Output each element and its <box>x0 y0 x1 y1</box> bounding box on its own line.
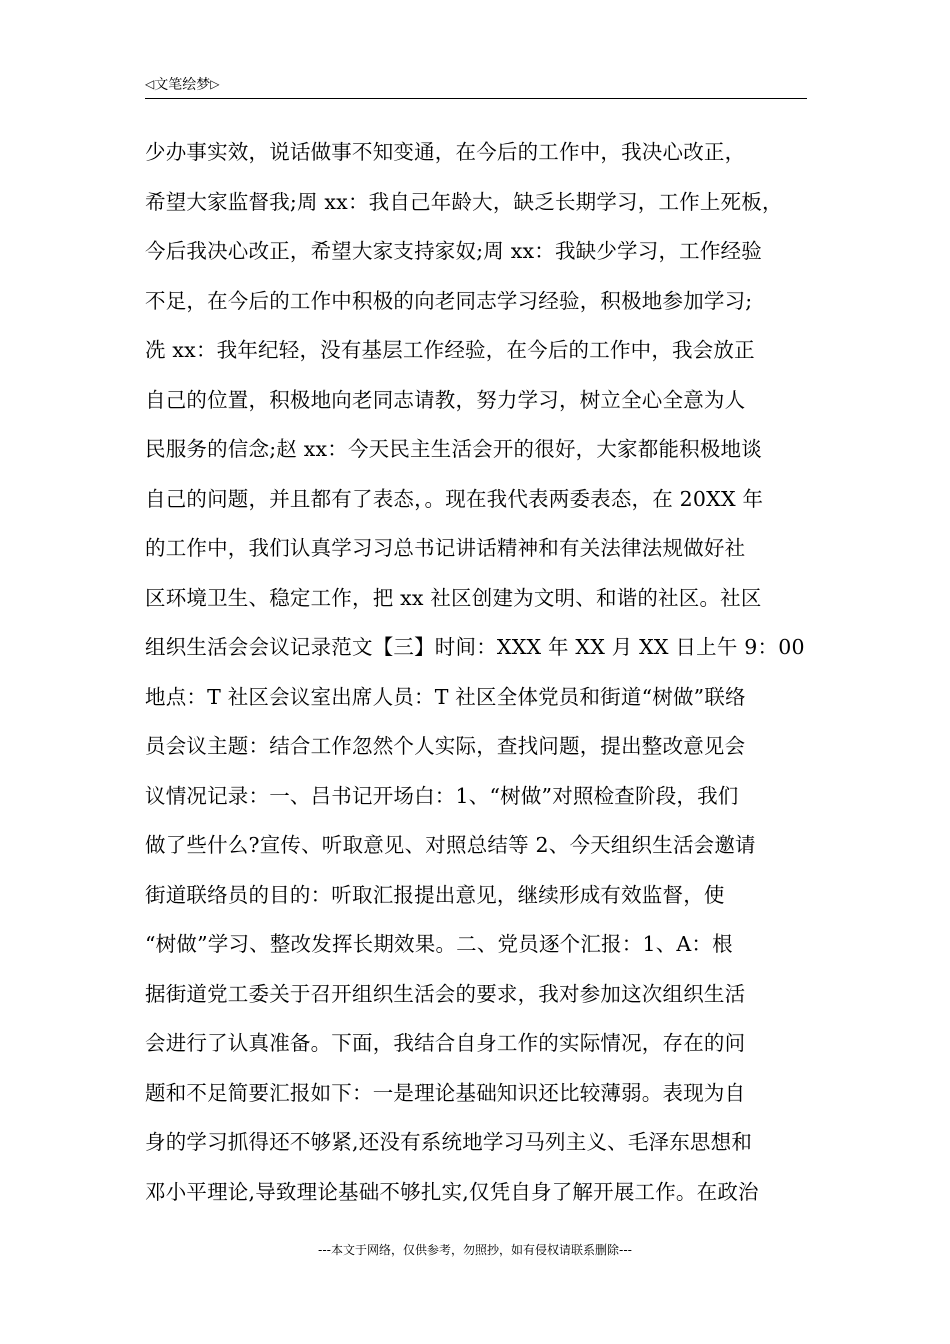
body-line: 不足，在今后的工作中积极的向老同志学习经验，积极地参加学习; <box>145 288 753 313</box>
body-line: 的工作中，我们认真学习习总书记讲话精神和有关法律法规做好社 <box>145 536 746 560</box>
body-line: 少办事实效，说话做事不知变通，在今后的工作中，我决心改正， <box>145 140 746 164</box>
body-line: 邓小平理论,导致理论基础不够扎实,仅凭自身了解开展工作。在政治 <box>145 1179 759 1204</box>
body-line: 员会议主题：结合工作忽然个人实际，查找问题，提出整改意见会 <box>145 734 746 758</box>
body-line: 身的学习抓得还不够紧,还没有系统地学习马列主义、毛泽东思想和 <box>145 1130 753 1154</box>
right-triangle-icon: ▷ <box>210 77 220 91</box>
body-line: 地点：T 社区会议室出席人员：T 社区全体党员和街道“树做”联络 <box>145 684 746 709</box>
brand-name: 文笔绘梦 <box>154 77 211 93</box>
body-line: 冼 xx：我年纪轻，没有基层工作经验，在今后的工作中，我会放正 <box>145 338 755 362</box>
body-line: 会进行了认真准备。下面，我结合自身工作的实际情况，存在的问 <box>145 1031 746 1055</box>
left-triangle-icon: ◁ <box>145 77 155 91</box>
body-line: 议情况记录：一、吕书记开场白：1、“树做”对照检查阶段，我们 <box>145 783 739 808</box>
header-brand <box>145 74 219 95</box>
page-header <box>145 74 807 99</box>
body-line: 区环境卫生、稳定工作，把 xx 社区创建为文明、和谐的社区。社区 <box>145 585 762 610</box>
body-line: “树做”学习、整改发挥长期效果。二、党员逐个汇报：1、A：根 <box>145 932 733 956</box>
body-line: 做了些什么?宣传、听取意见、对照总结等 2、今天组织生活会邀请 <box>145 833 756 857</box>
body-line: 自己的位置，积极地向老同志请教，努力学习，树立全心全意为人 <box>145 387 746 412</box>
body-line: 街道联络员的目的：听取汇报提出意见，继续形成有效监督，使 <box>145 882 725 907</box>
body-line: 希望大家监督我;周 xx：我自己年龄大，缺乏长期学习，工作上死板， <box>145 189 783 214</box>
body-line: 组织生活会会议记录范文【三】时间：XXX 年 XX 月 XX 日上午 9：00 <box>145 635 805 659</box>
body-line: 据街道党工委关于召开组织生活会的要求，我对参加这次组织生活 <box>145 981 746 1006</box>
body-line: 今后我决心改正，希望大家支持家奴;周 xx：我缺少学习，工作经验 <box>145 239 762 263</box>
document-body <box>145 128 815 1217</box>
body-line: 题和不足简要汇报如下：一是理论基础知识还比较薄弱。表现为自 <box>145 1080 746 1105</box>
footer-disclaimer: ---本文于网络，仅供参考，勿照抄，如有侵权请联系删除--- <box>318 1243 632 1257</box>
body-line: 自己的问题，并且都有了表态，。现在我代表两委表态，在 20XX 年 <box>145 486 764 511</box>
body-line: 民服务的信念;赵 xx：今天民主生活会开的很好，大家都能积极地谈 <box>145 437 762 461</box>
